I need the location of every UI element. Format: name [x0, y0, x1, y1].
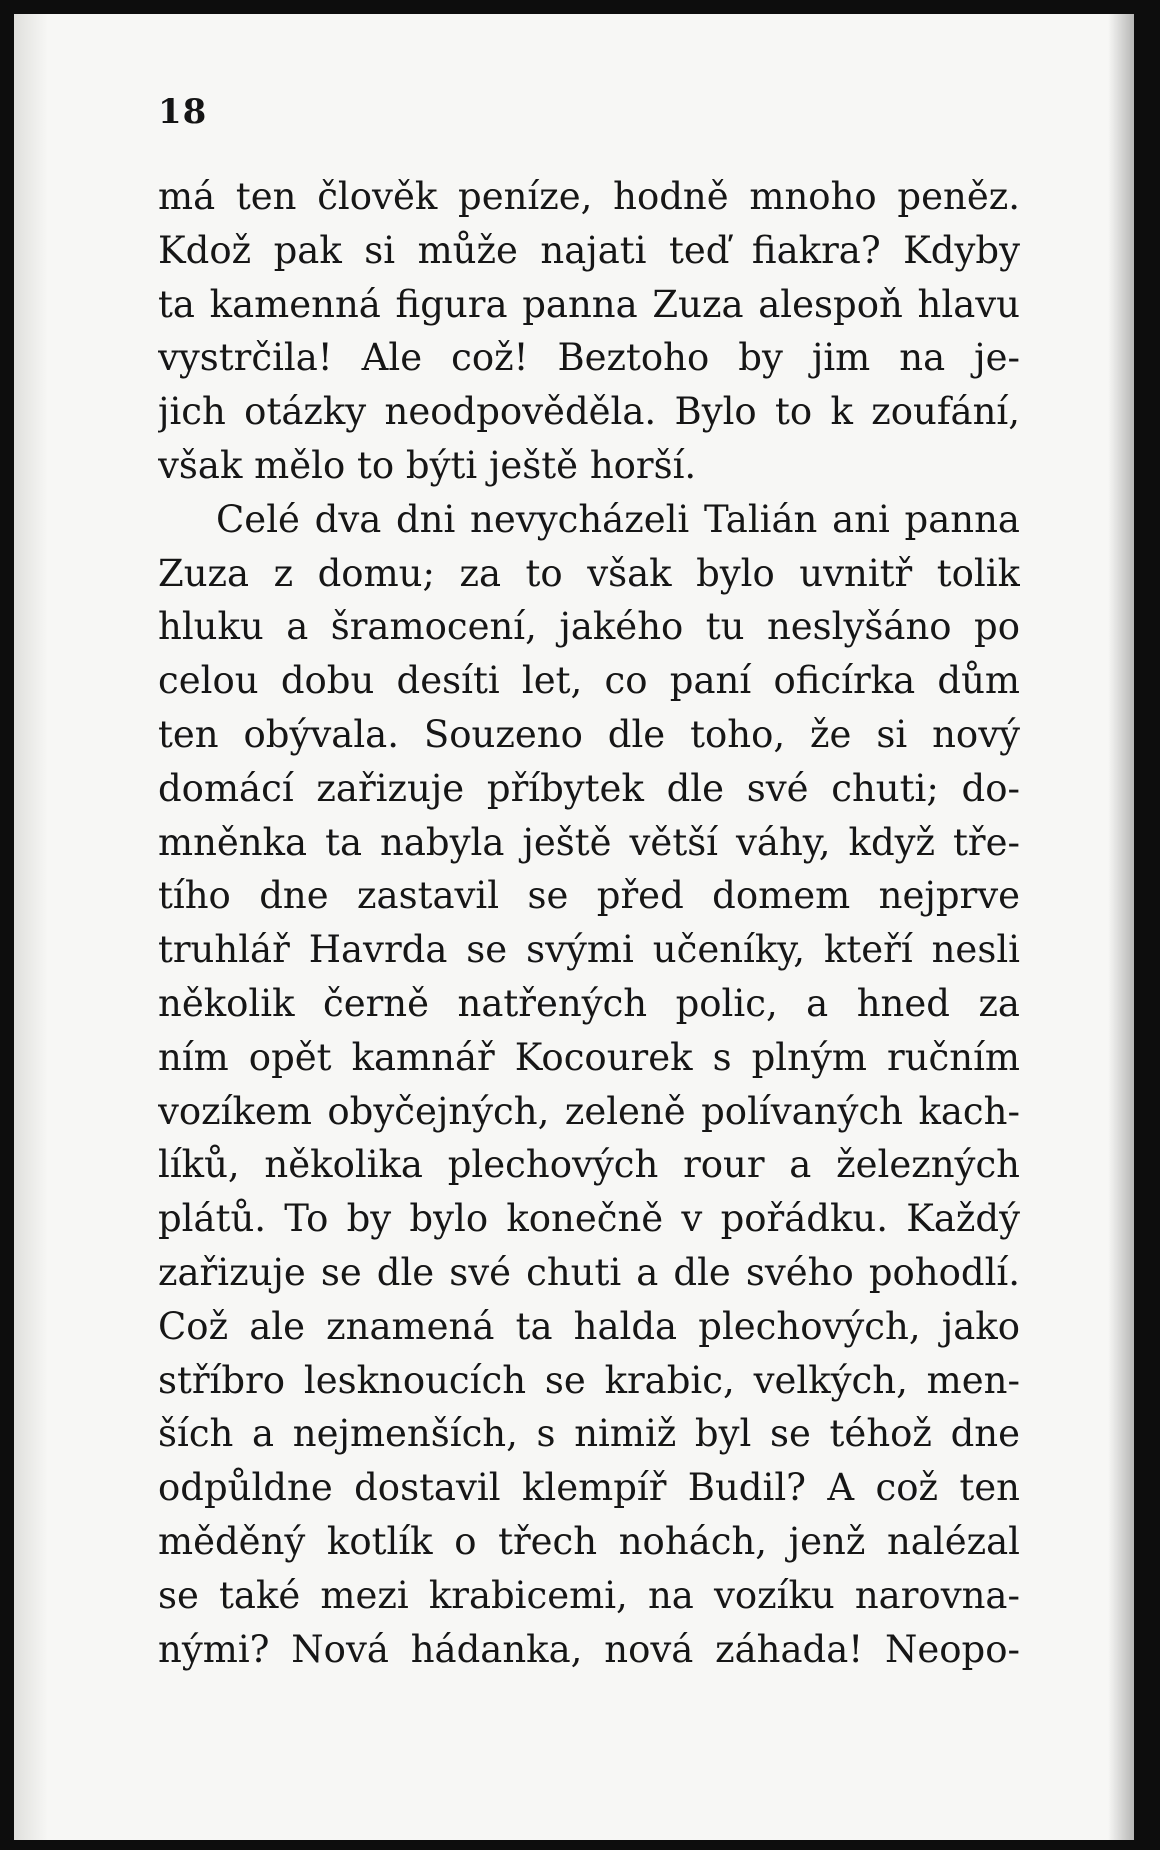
text-line: vozíkem obyčejných, zeleně polívaných kach-: [158, 1089, 1020, 1133]
text-line: ním opět kamnář Kocourek s plným ručním: [158, 1035, 1020, 1079]
text-line: zařizuje se dle své chuti a dle svého pohodlí.: [158, 1250, 1020, 1294]
text-line: se také mezi krabicemi, na vozíku narovna-: [158, 1573, 1020, 1617]
text-line: stříbro lesknoucích se krabic, velkých, men-: [158, 1358, 1020, 1402]
text-line: tího dne zastavil se před domem nejprve: [158, 874, 1020, 918]
book-page: [14, 14, 1134, 1840]
body-text: [158, 170, 1020, 1676]
text-line: ších a nejmenších, s nimiž byl se téhož dne: [158, 1412, 1020, 1456]
text-line: odpůldne dostavil klempíř Budil? A což ten: [158, 1466, 1020, 1510]
text-line: truhlář Havrda se svými učeníky, kteří nesli: [158, 928, 1020, 972]
text-line: mněnka ta nabyla ještě větší váhy, když tře-: [158, 820, 1020, 864]
text-line: však mělo to býti ještě horší.: [158, 443, 697, 487]
text-line: domácí zařizuje příbytek dle své chuti; do-: [158, 766, 1020, 810]
text-line: ta kamenná figura panna Zuza alespoň hlavu: [158, 282, 1020, 326]
text-line: měděný kotlík o třech nohách, jenž nalézal: [158, 1519, 1020, 1563]
text-line: má ten člověk peníze, hodně mnoho peněz.: [158, 175, 1020, 218]
text-line: Což ale znamená ta halda plechových, jako: [158, 1304, 1020, 1348]
page-number: 18: [158, 92, 208, 132]
text-line: jich otázky neodpověděla. Bylo to k zoufání,: [158, 390, 1020, 434]
text-line: plátů. To by bylo konečně v pořádku. Každý: [158, 1197, 1020, 1241]
text-line: hluku a šramocení, jakého tu neslyšáno po: [158, 605, 1020, 649]
paragraph-start-line: Celé dva dni nevycházeli Talián ani panna: [216, 497, 1020, 541]
text-line: Zuza z domu; za to však bylo uvnitř tolik: [158, 551, 1020, 595]
text-line: Kdož pak si může najati teď fiakra? Kdyby: [158, 228, 1020, 272]
text-line: několik černě natřených polic, a hned za: [158, 981, 1020, 1025]
text-line: líků, několika plechových rour a železných: [158, 1143, 1020, 1187]
text-line: celou dobu desíti let, co paní oficírka dům: [158, 659, 1020, 703]
text-line: vystrčila! Ale což! Beztoho by jim na je-: [158, 336, 1020, 380]
text-line: ten obývala. Souzeno dle toho, že si nový: [158, 712, 1020, 756]
text-line: nými? Nová hádanka, nová záhada! Neopo-: [158, 1627, 1020, 1671]
